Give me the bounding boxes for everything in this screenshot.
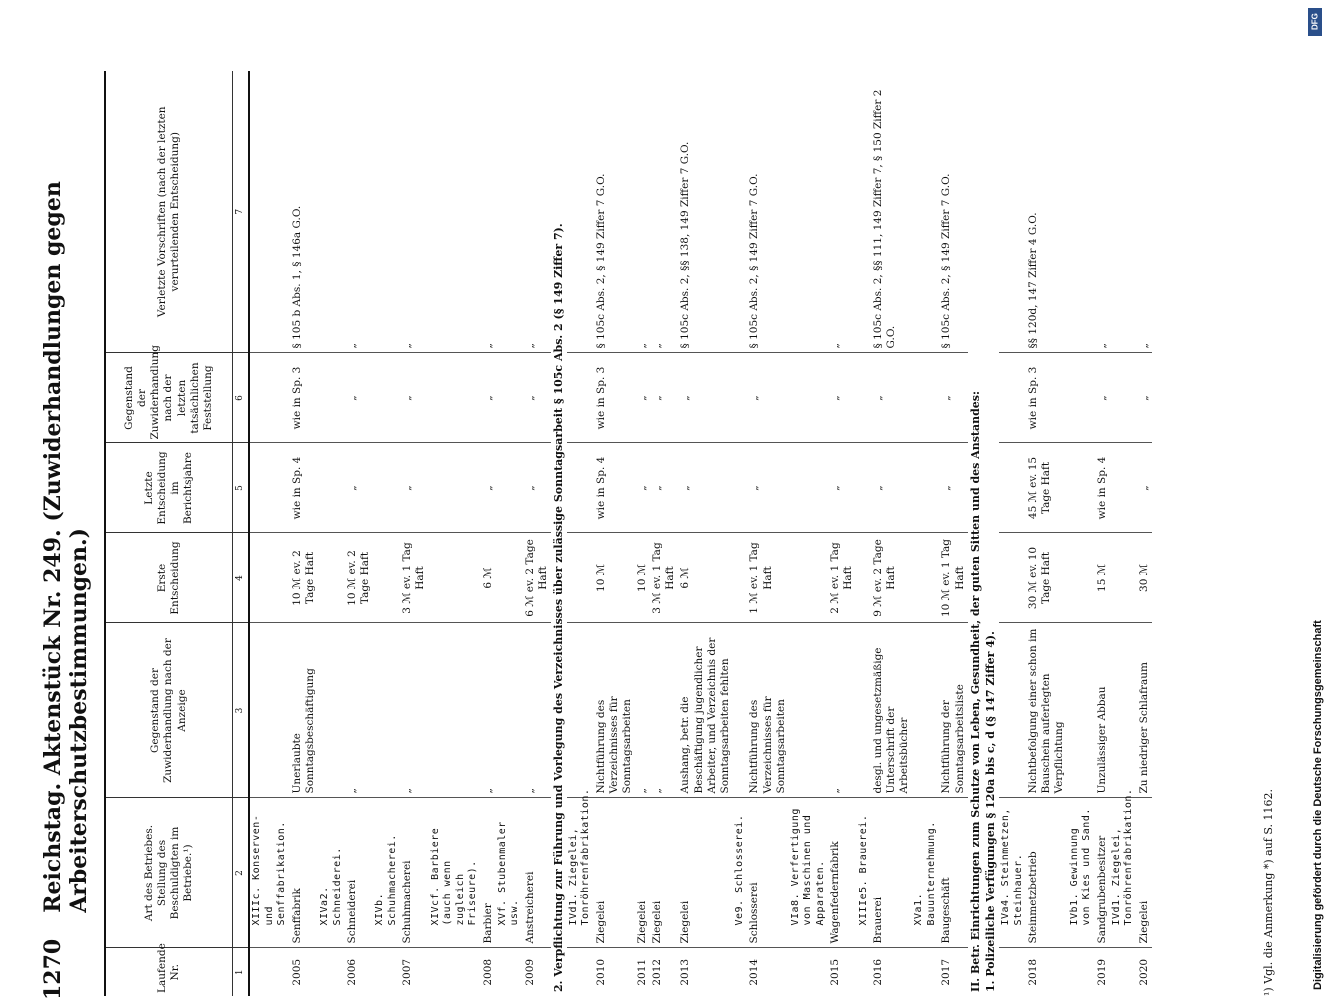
- betrieb-art: Brauerei: [871, 798, 912, 948]
- betrieb-art: Steinmetzbetrieb: [1026, 798, 1067, 948]
- gegenstand-feststellung: wie in Sp. 3: [1026, 353, 1067, 443]
- col-header-letzte: Letzte Entscheidung im Berichtsjahre: [105, 443, 233, 533]
- verletzte-vorschriften: § 105c Abs. 2, § 149 Ziffer 7 G.O.: [594, 71, 635, 353]
- letzte-entscheidung: „: [1137, 443, 1152, 533]
- col-header-tatsaechlich: Gegenstand der Zuwiderhandlung nach der letzten tatsächlichen Feststellung: [105, 353, 233, 443]
- category-row: [249, 71, 290, 996]
- gegenstand-anzeige: „: [635, 623, 650, 798]
- category-label: IVd1. Ziegelei, Tonröhrenfabrikation.: [1110, 798, 1137, 948]
- table-row: [481, 71, 496, 996]
- entry-number: 2009: [523, 958, 536, 986]
- violations-table: [104, 71, 1152, 996]
- letzte-entscheidung: „: [747, 443, 788, 533]
- erste-entscheidung: 3 ℳ ev. 1 Tag Haft: [400, 533, 428, 623]
- betrieb-art: Senffabrik: [290, 798, 318, 948]
- erste-entscheidung: 30 ℳ: [1137, 533, 1152, 623]
- category-label: Ve9. Schlosserei.: [733, 798, 748, 948]
- col-header-art: Art des Betriebes. Stellung des Beschuldigten im Betriebe.¹): [105, 798, 233, 948]
- gegenstand-feststellung: „: [747, 353, 788, 443]
- footnote: ¹) Vgl. die Anmerkung *) auf S. 1162.: [1262, 789, 1275, 996]
- betrieb-art: Barbier: [481, 798, 496, 948]
- erste-entscheidung: 10 ℳ ev. 1 Tag Haft: [939, 533, 967, 623]
- entry-number: 2013: [679, 958, 692, 986]
- entry-number: 2010: [594, 958, 607, 986]
- gegenstand-feststellung: „: [345, 353, 373, 443]
- entry-number: 2007: [401, 958, 414, 986]
- erste-entscheidung: 3 ℳ ev. 1 Tag Haft: [650, 533, 678, 623]
- gegenstand-feststellung: „: [523, 353, 551, 443]
- column-number-row: [233, 71, 250, 996]
- col-header-nr: Laufende Nr.: [105, 948, 233, 996]
- letzte-entscheidung: „: [523, 443, 551, 533]
- gegenstand-anzeige: Nichtführung des Verzeichnisses für Sonntagsarbeiten: [747, 623, 788, 798]
- betrieb-art: Sandgrubenbesitzer: [1095, 798, 1110, 948]
- verletzte-vorschriften: „: [635, 71, 650, 353]
- erste-entscheidung: 1 ℳ ev. 1 Tag Haft: [747, 533, 788, 623]
- letzte-entscheidung: wie in Sp. 4: [594, 443, 635, 533]
- category-row: [567, 71, 594, 996]
- category-label: XIIIe5. Brauerei.: [857, 798, 872, 948]
- table-row: [594, 71, 635, 996]
- erste-entscheidung: 6 ℳ ev. 2 Tage Haft: [523, 533, 551, 623]
- gegenstand-feststellung: „: [635, 353, 650, 443]
- gegenstand-feststellung: „: [871, 353, 912, 443]
- table-row: [828, 71, 856, 996]
- section-heading-row: [983, 71, 999, 996]
- erste-entscheidung: 30 ℳ ev. 10 Tage Haft: [1026, 533, 1067, 623]
- page-title: Reichstag. Aktenstück Nr. 249. (Zuwiderhandlungen gegen Arbeiterschutzbestimmungen.): [40, 181, 92, 913]
- erste-entscheidung: 15 ℳ: [1095, 533, 1110, 623]
- category-row: [999, 71, 1026, 996]
- entry-number: 2011: [636, 958, 648, 986]
- erste-entscheidung: 2 ℳ ev. 1 Tag Haft: [828, 533, 856, 623]
- table-row: [635, 71, 650, 996]
- col-number: 2: [233, 798, 250, 948]
- table-row: [1026, 71, 1067, 996]
- table-row: [678, 71, 733, 996]
- entry-number: 2014: [748, 958, 761, 986]
- letzte-entscheidung: „: [481, 443, 496, 533]
- table-row: [1095, 71, 1110, 996]
- col-header-erste: Erste Entscheidung: [105, 533, 233, 623]
- gegenstand-anzeige: „: [523, 623, 551, 798]
- gegenstand-anzeige: Aushang, betr. die Beschäftigung jugendlicher Arbeiter, und Verzeichnis der Sonntagsarbeiten fehlten: [678, 623, 733, 798]
- page-header: [40, 0, 100, 1000]
- letzte-entscheidung: „: [345, 443, 373, 533]
- category-row: [318, 71, 345, 996]
- table-row: [650, 71, 678, 996]
- verletzte-vorschriften: „: [400, 71, 428, 353]
- category-label: XVf. Stubenmaler usw.: [496, 798, 523, 948]
- betrieb-art: Ziegelei: [1137, 798, 1152, 948]
- section-heading-row: [968, 71, 984, 996]
- category-row: [857, 71, 872, 996]
- betrieb-art: Schuhmacherei: [400, 798, 428, 948]
- letzte-entscheidung: „: [635, 443, 650, 533]
- dfg-logo: DFG: [1308, 8, 1322, 36]
- verletzte-vorschriften: § 105c Abs. 2, §§ 138, 149 Ziffer 7 G.O.: [678, 71, 733, 353]
- gegenstand-feststellung: wie in Sp. 3: [594, 353, 635, 443]
- digitization-notice: Digitalisierung gefördert durch die Deutsche Forschungsgemeinschaft: [1312, 620, 1324, 990]
- erste-entscheidung: 10 ℳ: [635, 533, 650, 623]
- letzte-entscheidung: „: [400, 443, 428, 533]
- gegenstand-feststellung: „: [939, 353, 967, 443]
- section-heading-row: [551, 71, 567, 996]
- letzte-entscheidung: „: [939, 443, 967, 533]
- category-label: IVa4. Steinmetzen, Steinhauer.: [999, 798, 1026, 948]
- gegenstand-anzeige: Nichtführung der Sonntagsarbeitsliste: [939, 623, 967, 798]
- category-row: [912, 71, 939, 996]
- verletzte-vorschriften: § 105 b Abs. 1, § 146a G.O.: [290, 71, 318, 353]
- col-number: 1: [233, 948, 250, 996]
- verletzte-vorschriften: „: [1137, 71, 1152, 353]
- col-header-gegenstand: Gegenstand der Zuwiderhandlung nach der Anzeige: [105, 623, 233, 798]
- verletzte-vorschriften: „: [1095, 71, 1110, 353]
- category-label: XVa1. Bauunternehmung.: [912, 798, 939, 948]
- entry-number: 2006: [346, 958, 358, 986]
- gegenstand-anzeige: „: [400, 623, 428, 798]
- gegenstand-anzeige: „: [828, 623, 856, 798]
- erste-entscheidung: 6 ℳ: [678, 533, 733, 623]
- gegenstand-anzeige: „: [345, 623, 373, 798]
- betrieb-art: Ziegelei: [635, 798, 650, 948]
- gegenstand-feststellung: „: [481, 353, 496, 443]
- erste-entscheidung: 10 ℳ ev. 2 Tage Haft: [345, 533, 373, 623]
- gegenstand-feststellung: wie in Sp. 3: [290, 353, 318, 443]
- category-row: [496, 71, 523, 996]
- gegenstand-anzeige: desgl. und ungesetzmäßige Unterschrift der Arbeitsbücher: [871, 623, 912, 798]
- entry-number: 2015: [829, 958, 842, 986]
- category-row: [1110, 71, 1137, 996]
- letzte-entscheidung: „: [678, 443, 733, 533]
- category-label: IVd1. Ziegelei, Tonröhrenfabrikation.: [567, 798, 594, 948]
- gegenstand-anzeige: „: [650, 623, 678, 798]
- table-row: [1137, 71, 1152, 996]
- category-row: [1068, 71, 1095, 996]
- betrieb-art: Wagenfedernfabrik: [828, 798, 856, 948]
- table-body: [249, 71, 1152, 996]
- col-number: 5: [233, 443, 250, 533]
- entry-number: 2008: [481, 958, 494, 986]
- erste-entscheidung: 9 ℳ ev. 2 Tage Haft: [871, 533, 912, 623]
- entry-number: 2016: [872, 958, 884, 986]
- gegenstand-feststellung: „: [1137, 353, 1152, 443]
- rotated-page: [22, 0, 1312, 1000]
- verletzte-vorschriften: § 105c Abs. 2, §§ 111, 149 Ziffer 7, § 150 Ziffer 2 G.O.: [871, 71, 912, 353]
- verletzte-vorschriften: „: [345, 71, 373, 353]
- section-heading: 2. Verpflichtung zur Führung und Vorlegung des Verzeichnisses über zulässige Sonntagsarbeit § 105c Abs. 2 (§ 149 Ziffer 7).: [551, 223, 565, 992]
- table-row: [523, 71, 551, 996]
- header-row: [105, 71, 233, 996]
- page-number: 1270: [40, 938, 66, 1000]
- category-row: [429, 71, 481, 996]
- betrieb-art: Schneiderei: [345, 798, 373, 948]
- category-label: VIa8. Verfertigung von Maschinen und Apparaten.: [789, 798, 829, 948]
- table-row: [400, 71, 428, 996]
- verletzte-vorschriften: § 105c Abs. 2, § 149 Ziffer 7 G.O.: [747, 71, 788, 353]
- table-row: [871, 71, 912, 996]
- letzte-entscheidung: „: [650, 443, 678, 533]
- letzte-entscheidung: wie in Sp. 4: [1095, 443, 1110, 533]
- entry-number: 2019: [1095, 958, 1108, 986]
- gegenstand-feststellung: „: [1095, 353, 1110, 443]
- erste-entscheidung: 10 ℳ: [594, 533, 635, 623]
- entry-number: 2018: [1027, 958, 1040, 986]
- gegenstand-anzeige: Nichtbefolgung einer schon im Bauschein auferlegten Verpflichtung: [1026, 623, 1067, 798]
- betrieb-art: Ziegelei: [650, 798, 678, 948]
- letzte-entscheidung: „: [871, 443, 912, 533]
- gegenstand-feststellung: „: [828, 353, 856, 443]
- col-number: 7: [233, 71, 250, 353]
- entry-number: 2005: [290, 958, 303, 986]
- erste-entscheidung: 6 ℳ: [481, 533, 496, 623]
- letzte-entscheidung: „: [828, 443, 856, 533]
- category-label: XIVcf. Barbiere (auch wenn zugleich Friseure).: [429, 798, 481, 948]
- category-label: XIVb. Schuhmacherei.: [373, 798, 400, 948]
- betrieb-art: Baugeschäft: [939, 798, 967, 948]
- verletzte-vorschriften: „: [481, 71, 496, 353]
- category-label: IVb1. Gewinnung von Kies und Sand.: [1068, 798, 1095, 948]
- gegenstand-feststellung: „: [650, 353, 678, 443]
- verletzte-vorschriften: §§ 120d, 147 Ziffer 4 G.O.: [1026, 71, 1067, 353]
- verletzte-vorschriften: „: [650, 71, 678, 353]
- betrieb-art: Ziegelei: [594, 798, 635, 948]
- letzte-entscheidung: wie in Sp. 4: [290, 443, 318, 533]
- erste-entscheidung: 10 ℳ ev. 2 Tage Haft: [290, 533, 318, 623]
- col-header-vorschriften: Verletzte Vorschriften (nach der letzten verurteilenden Entscheidung): [105, 71, 233, 353]
- betrieb-art: Schlosserei: [747, 798, 788, 948]
- col-number: 3: [233, 623, 250, 798]
- category-row: [789, 71, 829, 996]
- gegenstand-anzeige: Zu niedriger Schlafraum: [1137, 623, 1152, 798]
- verletzte-vorschriften: § 105c Abs. 2, § 149 Ziffer 7 G.O.: [939, 71, 967, 353]
- entry-number: 2017: [940, 958, 953, 986]
- section-heading: II. Betr. Einrichtungen zum Schutze von Leben, Gesundheit, der guten Sitten und des Anstandes:: [968, 390, 982, 992]
- betrieb-art: Anstreicherei: [523, 798, 551, 948]
- category-label: XIIIc. Konserven- und Senffabrikation.: [249, 798, 290, 948]
- betrieb-art: Ziegelei: [678, 798, 733, 948]
- section-heading: 1. Polizeiliche Verfügungen § 120a bis c, d (§ 147 Ziffer 4).: [984, 631, 998, 992]
- category-row: [373, 71, 400, 996]
- gegenstand-feststellung: „: [400, 353, 428, 443]
- table-row: [939, 71, 967, 996]
- category-label: XIVa2. Schneiderei.: [318, 798, 345, 948]
- gegenstand-anzeige: „: [481, 623, 496, 798]
- category-row: [733, 71, 748, 996]
- gegenstand-anzeige: Unzulässiger Abbau: [1095, 623, 1110, 798]
- gegenstand-feststellung: „: [678, 353, 733, 443]
- gegenstand-anzeige: Nichtführung des Verzeichnisses für Sonntagsarbeiten: [594, 623, 635, 798]
- gegenstand-anzeige: Unerlaubte Sonntagsbeschäftigung: [290, 623, 318, 798]
- col-number: 6: [233, 353, 250, 443]
- table-row: [345, 71, 373, 996]
- entry-number: 2020: [1137, 958, 1150, 986]
- col-number: 4: [233, 533, 250, 623]
- table-row: [747, 71, 788, 996]
- entry-number: 2012: [651, 958, 664, 986]
- verletzte-vorschriften: „: [828, 71, 856, 353]
- verletzte-vorschriften: „: [523, 71, 551, 353]
- letzte-entscheidung: 45 ℳ ev. 15 Tage Haft: [1026, 443, 1067, 533]
- table-row: [290, 71, 318, 996]
